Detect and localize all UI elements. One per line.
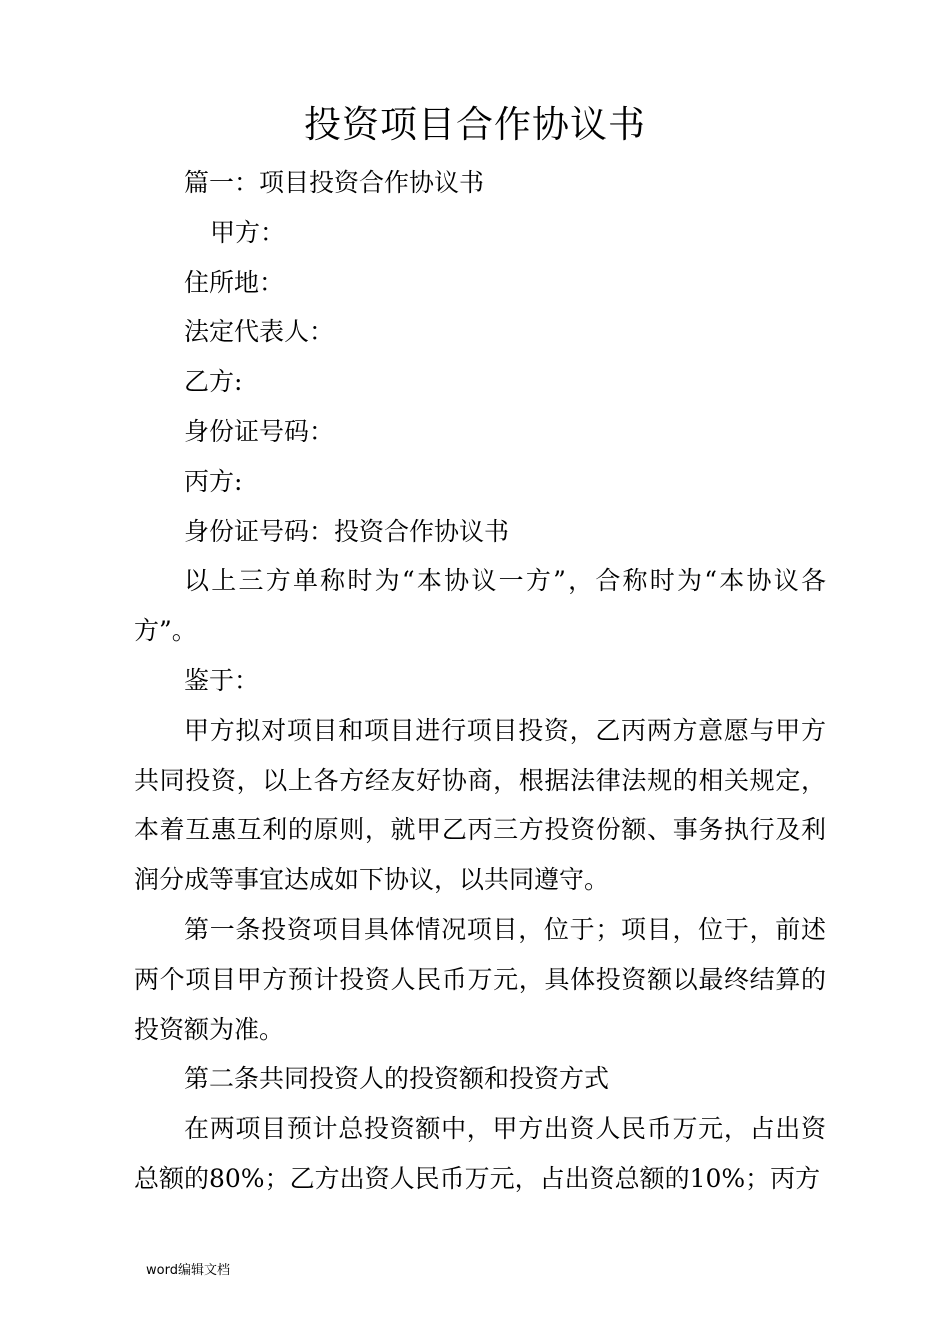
paragraph-parties-definition: 以上三方单称时为“本协议一方”，合称时为“本协议各方”。 bbox=[134, 566, 826, 646]
paragraph-party-a: 甲方： bbox=[210, 217, 286, 247]
paragraph-party-b: 乙方: bbox=[184, 367, 243, 397]
paragraph-subtitle: 篇一：项目投资合作协议书 bbox=[184, 168, 485, 197]
document-title: 投资项目合作协议书 bbox=[304, 103, 646, 146]
document-body bbox=[134, 158, 826, 1204]
footer-label: word编辑文档 bbox=[146, 1263, 230, 1278]
paragraph-whereas: 鉴于： bbox=[184, 665, 260, 695]
paragraph-party-c: 丙方: bbox=[184, 466, 243, 496]
paragraph-article-1: 第一条投资项目具体情况项目，位于；项目，位于，前述两个项目甲方预计投资人民币万元，具体投资额以最终结算的投资额为准。 bbox=[134, 914, 826, 1044]
paragraph-id-number-b: 身份证号码： bbox=[184, 416, 335, 446]
paragraph-recital: 甲方拟对项目和项目进行项目投资，乙丙两方意愿与甲方共同投资，以上各方经友好协商，根据法律法规的相关规定，本着互惠互利的原则，就甲乙丙三方投资份额、事务执行及利润分成等事宜达成如下协议，以共同遵守。 bbox=[134, 715, 826, 895]
paragraph-id-number-c: 身份证号码：投资合作协议书 bbox=[184, 516, 510, 546]
paragraph-article-2-heading: 第二条共同投资人的投资额和投资方式 bbox=[184, 1064, 610, 1094]
paragraph-legal-rep: 法定代表人： bbox=[184, 317, 335, 347]
paragraph-article-2-body: 在两项目预计总投资额中，甲方出资人民币万元，占出资总额的80%；乙方出资人民币万元，占出资总额的10%；丙方 bbox=[134, 1114, 826, 1193]
paragraph-address: 住所地： bbox=[184, 267, 285, 297]
